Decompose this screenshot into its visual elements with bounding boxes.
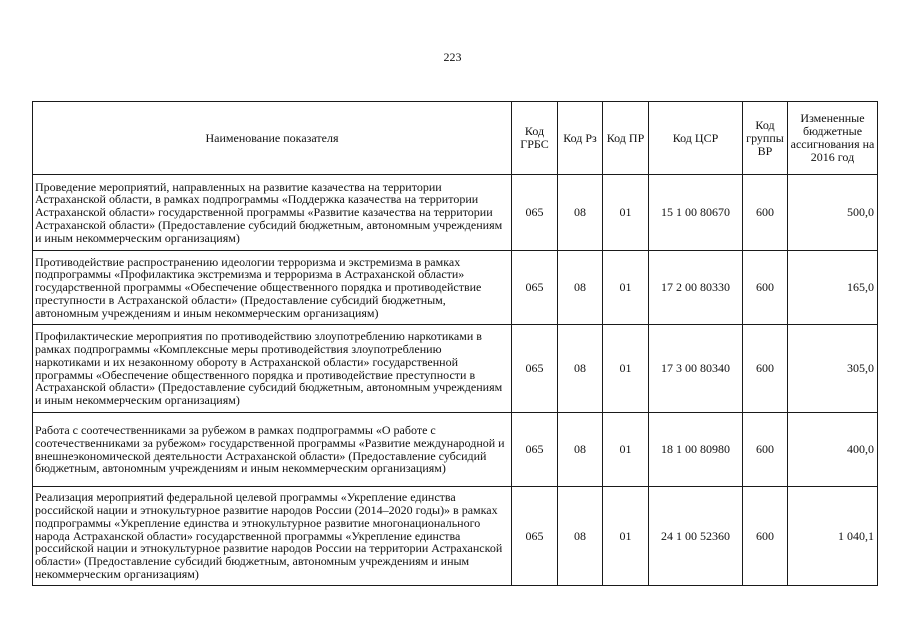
row-grbs: 065 [512, 325, 558, 413]
header-row [33, 102, 878, 175]
row-amount: 165,0 [788, 251, 878, 325]
header-pr: Код ПР [603, 102, 649, 175]
row-amount: 400,0 [788, 413, 878, 487]
row-vr: 600 [743, 325, 788, 413]
row-rz: 08 [558, 413, 603, 487]
row-rz: 08 [558, 175, 603, 251]
row-vr: 600 [743, 487, 788, 586]
row-pr: 01 [603, 175, 649, 251]
row-name: Работа с соотечественниками за рубежом в рамках подпрограммы «О работе с соотечественниками за рубежом» государственной программы «Развитие международной и внешнеэкономической деятельности Астраханской области» (Предоставление субсидий бюджетным, автономным учреждениям и иным некоммерческим организациям) [33, 413, 512, 487]
row-vr: 600 [743, 175, 788, 251]
table-row [33, 487, 878, 586]
table-header [33, 102, 878, 175]
row-name: Противодействие распространению идеологии терроризма и экстремизма в рамках подпрограммы «Профилактика экстремизма и терроризма в Астраханской области» государственной программы «Обеспечение общественного порядка и противодействие преступности в Астраханской области» (Предоставление субсидий бюджетным, автономным учреждениям и иным некоммерческим организациям) [33, 251, 512, 325]
row-amount: 500,0 [788, 175, 878, 251]
budget-table [32, 101, 878, 586]
row-name: Проведение мероприятий, направленных на развитие казачества на территории Астраханской области, в рамках подпрограммы «Поддержка казачества на территории Астраханской области» государственной программы «Развитие казачества на территории Астраханской области» (Предоставление субсидий бюджетным, автономным учреждениям и иным некоммерческим организациям) [33, 175, 512, 251]
row-csr: 17 3 00 80340 [649, 325, 743, 413]
table-row [33, 325, 878, 413]
row-vr: 600 [743, 251, 788, 325]
table-body [33, 175, 878, 586]
header-amount: Измененные бюджетные ассигнования на 2016 год [788, 102, 878, 175]
table-row [33, 175, 878, 251]
table-row [33, 251, 878, 325]
header-name: Наименование показателя [33, 102, 512, 175]
row-pr: 01 [603, 251, 649, 325]
row-grbs: 065 [512, 487, 558, 586]
row-grbs: 065 [512, 175, 558, 251]
row-csr: 18 1 00 80980 [649, 413, 743, 487]
row-pr: 01 [603, 413, 649, 487]
row-csr: 17 2 00 80330 [649, 251, 743, 325]
row-rz: 08 [558, 325, 603, 413]
header-rz: Код Рз [558, 102, 603, 175]
row-csr: 15 1 00 80670 [649, 175, 743, 251]
row-rz: 08 [558, 251, 603, 325]
header-csr: Код ЦСР [649, 102, 743, 175]
header-vr: Код группы ВР [743, 102, 788, 175]
row-name: Реализация мероприятий федеральной целевой программы «Укрепление единства российской нации и этнокультурное развитие народов России (2014–2020 годы)» в рамках подпрограммы «Укрепление единства и этнокультурное развитие многонационального народа Астраханской области» государственной программы «Укрепление единства российской нации и этнокультурное развитие народов России на территории Астраханской области» (Предоставление субсидий бюджетным, автономным учреждениям и иным некоммерческим организациям) [33, 487, 512, 586]
row-name: Профилактические мероприятия по противодействию злоупотреблению наркотиками в рамках подпрограммы «Комплексные меры противодействия злоупотреблению наркотиками и их незаконному обороту в Астраханской области» государственной программы «Обеспечение общественного порядка и противодействие преступности в Астраханской области» (Предоставление субсидий бюджетным, автономным учреждениям и иным некоммерческим организациям) [33, 325, 512, 413]
row-grbs: 065 [512, 251, 558, 325]
row-rz: 08 [558, 487, 603, 586]
row-csr: 24 1 00 52360 [649, 487, 743, 586]
header-grbs: Код ГРБС [512, 102, 558, 175]
row-amount: 1 040,1 [788, 487, 878, 586]
row-pr: 01 [603, 325, 649, 413]
table-row [33, 413, 878, 487]
row-pr: 01 [603, 487, 649, 586]
row-grbs: 065 [512, 413, 558, 487]
row-vr: 600 [743, 413, 788, 487]
page-number: 223 [443, 50, 462, 64]
row-amount: 305,0 [788, 325, 878, 413]
